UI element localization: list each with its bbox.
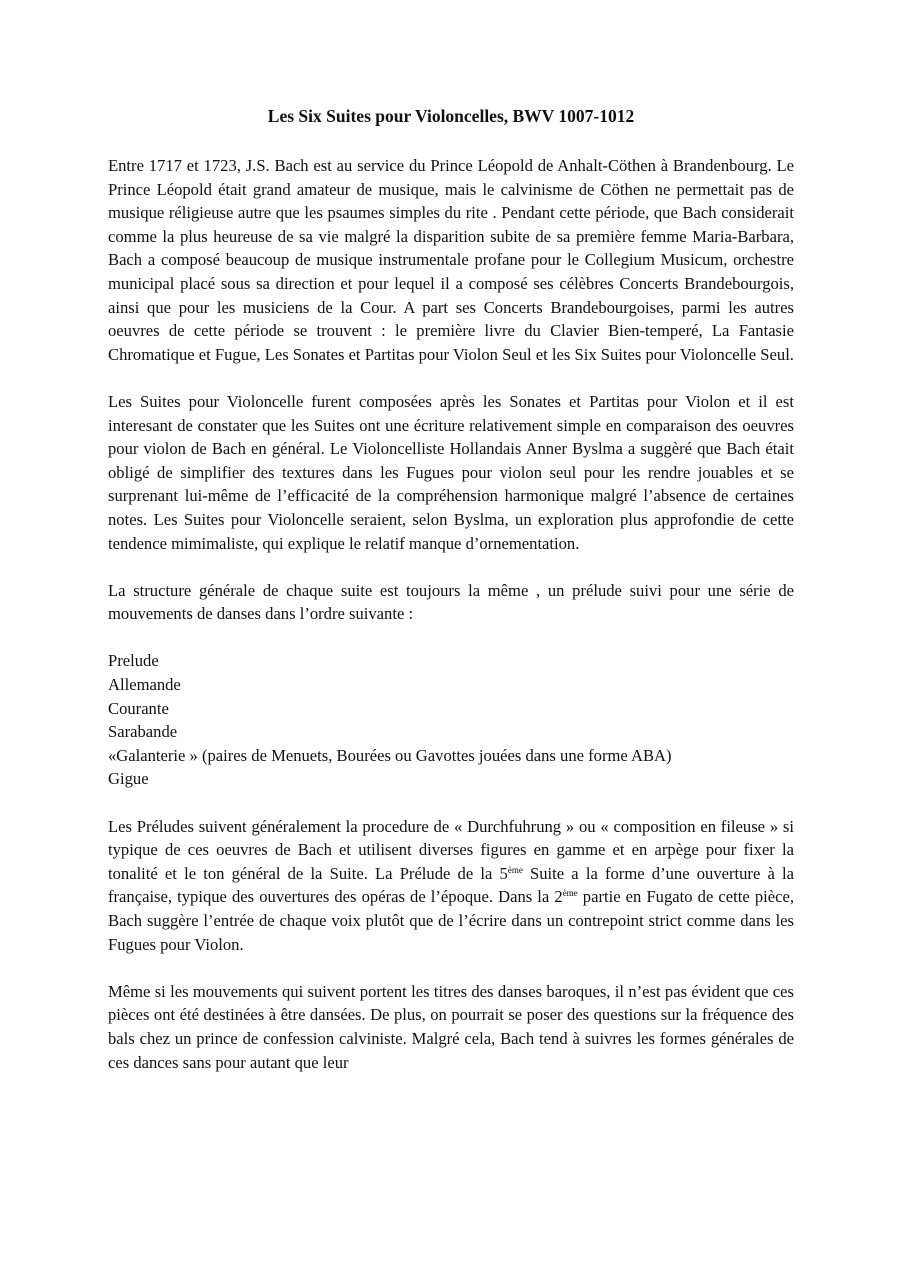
ordinal-superscript: ème (562, 888, 578, 899)
movement-item: Gigue (108, 769, 149, 789)
preludes-text-part2: Suite a la forme d’une ouverture à la française, typique des ouvertures des opéras de l’époque. Dans la 2 (108, 863, 794, 907)
paragraph-suites-writing: Les Suites pour Violoncelle furent composées après les Sonates et Partitas pour Violon et il est interesant de constater que les Suites ont une écriture relativement simple en comparaison des oeuvres pour violon de Bach en général. Le Violoncelliste Hollandais Anner Byslma a suggèré que Bach était obligé de simplifier des textures dans les Fugues pour violon seul pour les rendre jouables et se surprenant lui-même de l’efficacité de la compréhension harmonique malgré l’absence de certaines notes. Les Suites pour Violoncelle seraient, selon Byslma, un exploration plus approfondie de cette tendence mimimaliste, qui explique le relatif manque d’ornementation. (108, 391, 794, 553)
movement-item: Sarabande (108, 722, 178, 742)
movement-item: «Galanterie » (paires de Menuets, Bourées ou Gavottes jouées dans une forme ABA) (108, 745, 672, 765)
movement-item: Allemande (108, 675, 181, 695)
paragraph-dances: Même si les mouvements qui suivent portent les titres des danses baroques, il n’est pas évident que ces pièces ont été destinées à être dansées. De plus, on pourrait se poser des questions sur la fréquence des bals chez un prince de confession calviniste. Malgré cela, Bach tend à suivres les formes générales de ces dances sans pour autant que leur (108, 981, 794, 1072)
movement-list (108, 649, 794, 791)
document-title: Les Six Suites pour Violoncelles, BWV 1007-1012 (267, 106, 635, 126)
document-page (108, 104, 794, 1098)
ordinal-superscript: ème (507, 864, 523, 875)
paragraph-structure-intro: La structure générale de chaque suite est toujours la même , un prélude suivi pour une série de mouvements de danses dans l’ordre suivante : (108, 580, 794, 624)
movement-item: Courante (108, 698, 169, 718)
preludes-text-part1: Les Préludes suivent généralement la procedure de « Durchfuhrung » ou « composition en fileuse » si typique de ces oeuvres de Bach et utilisent diverses figures en gamme et en arpège pour fixer la tonalité et le ton général de la Suite. La Prélude de la 5 (108, 816, 794, 883)
movement-item: Prelude (108, 651, 159, 671)
paragraph-historical-context: Entre 1717 et 1723, J.S. Bach est au service du Prince Léopold de Anhalt-Cöthen à Brandenbourg. Le Prince Léopold était grand amateur de musique, mais le calvinisme de Cöthen ne permettait pas de musique réligieuse autre que les psaumes simples du rite . Pendant cette période, que Bach considerait comme la plus heureuse de sa vie malgré la disparition subite de sa première femme Maria-Barbara, Bach a composé beaucoup de musique instrumentale profane pour le Collegium Musicum, orchestre municipal placé sous sa direction et pour lequel il a composé ses célèbres Concerts Brandebourgois, ainsi que pour les musiciens de la Cour. A part ses Concerts Brandebourgoises, parmi les autres oeuvres de cette période se trouvent : le première livre du Clavier Bien-temperé, La Fantasie Chromatique et Fugue, Les Sonates et Partitas pour Violon Seul et les Six Suites pour Violoncelle Seul. (108, 156, 794, 364)
paragraph-preludes (108, 815, 794, 957)
preludes-text-part3: partie en Fugato de cette pièce, Bach suggère l’entrée de chaque voix plutôt que de l’écrire dans un contrepoint strict comme dans les Fugues pour Violon. (108, 887, 794, 954)
